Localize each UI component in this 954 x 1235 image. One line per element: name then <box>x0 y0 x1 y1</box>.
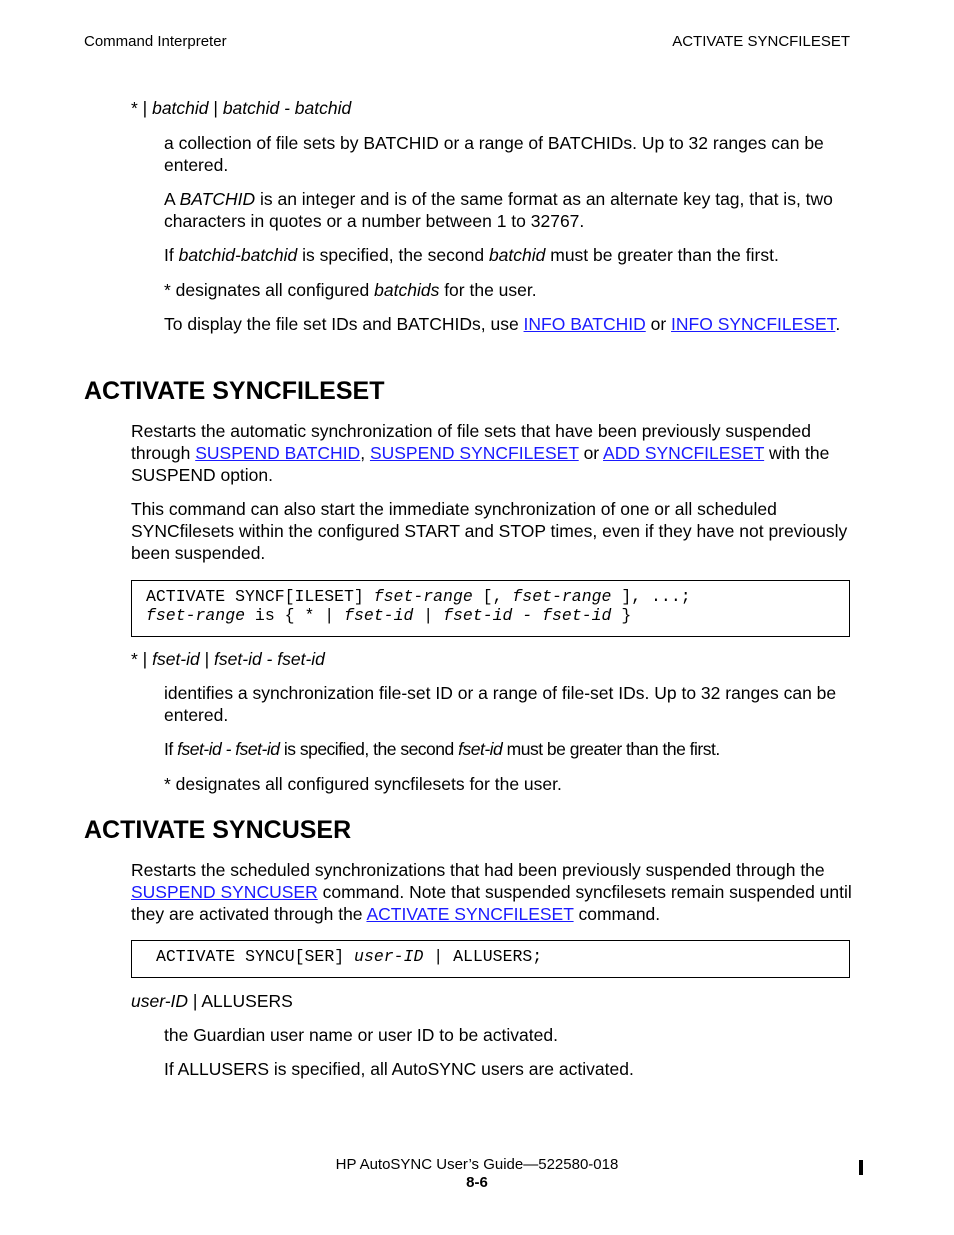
batchid-display-paragraph <box>164 313 854 335</box>
fset-id-description: identifies a synchronization file-set ID or a range of file-set IDs. Up to 32 ranges can be entered. <box>164 683 837 725</box>
term-text: batchid - batchid <box>222 98 352 118</box>
term-text: user-ID <box>131 991 189 1011</box>
allusers-description: If ALLUSERS is specified, all AutoSYNC users are activated. <box>164 1059 634 1079</box>
text-run: or <box>645 314 672 334</box>
fset-id-star-paragraph: * designates all configured syncfilesets for the user. <box>164 774 562 794</box>
fset-id-range-paragraph <box>164 738 854 760</box>
syntax-line <box>146 606 835 625</box>
code-text: user-ID <box>354 947 424 966</box>
text-run: batchid-batchid <box>178 245 298 265</box>
text-run: batchid <box>488 245 546 265</box>
page-number: 8-6 <box>466 1174 488 1191</box>
text-run: To display the file set IDs and BATCHIDs, use <box>164 314 524 334</box>
user-id-term <box>131 990 856 1012</box>
text-run: command. <box>573 904 661 924</box>
text-run: fset-id <box>458 739 503 759</box>
footer-title: HP AutoSYNC User’s Guide—522580-018 <box>335 1156 619 1173</box>
activate-syncfileset-link[interactable]: ACTIVATE SYNCFILESET <box>366 904 574 924</box>
syncfileset-immediate-paragraph: This command can also start the immediate synchronization of one or all scheduled SYNCfilesets within the configured START and STOP times, even if they have not previously been suspended. <box>131 499 848 563</box>
user-id-description: the Guardian user name or user ID to be activated. <box>164 1025 558 1045</box>
text-run: BATCHID <box>179 189 256 209</box>
fset-id-term <box>131 648 856 670</box>
change-bar <box>859 1160 863 1175</box>
code-text: fset-id - fset-id <box>443 606 612 625</box>
code-text: | <box>413 606 444 625</box>
batchid-description: a collection of file sets by BATCHID or a range of BATCHIDs. Up to 32 ranges can be entered. <box>164 133 824 175</box>
text-run: is specified, the second <box>297 245 489 265</box>
code-text: fset-range <box>512 587 612 606</box>
term-text: * | <box>131 98 153 118</box>
code-text: fset-range <box>146 606 246 625</box>
text-run: Restarts the automatic synchronization of file sets that have been previously suspended through <box>131 421 811 463</box>
term-text: batchid <box>152 98 209 118</box>
code-text: | ALLUSERS; <box>423 947 543 966</box>
syntax-line <box>156 947 835 966</box>
code-text: is { * | <box>245 606 345 625</box>
text-run: command. Note that suspended syncfilesets remain suspended until they are activated through the <box>131 882 852 924</box>
text-run: is an integer and is of the same format as an alternate key tag, that is, two characters in quotes or a number between 1 to 32767. <box>164 189 833 231</box>
code-text: ACTIVATE SYNCU[SER] <box>156 947 355 966</box>
term-text: | <box>208 98 223 118</box>
batchid-format-paragraph <box>164 188 854 232</box>
syntax-box-syncuser <box>131 940 850 978</box>
suspend-syncuser-link[interactable]: SUSPEND SYNCUSER <box>131 882 318 902</box>
code-text: ACTIVATE SYNCF[ILESET] <box>146 587 374 606</box>
code-text: ], ...; <box>611 587 691 606</box>
text-run: If <box>164 245 179 265</box>
text-run: must be greater than the first. <box>545 245 779 265</box>
text-run: * designates all configured <box>164 280 375 300</box>
text-run: , <box>360 443 370 463</box>
syncfileset-intro <box>131 420 856 486</box>
batchid-star-paragraph <box>164 279 854 301</box>
text-run: . <box>835 314 841 334</box>
term-text: * | <box>131 649 153 669</box>
syntax-box-syncfileset <box>131 580 850 637</box>
text-run: with the SUSPEND option. <box>131 443 830 485</box>
add-syncfileset-link[interactable]: ADD SYNCFILESET <box>603 443 765 463</box>
text-run: If <box>164 739 178 759</box>
batchid-range-paragraph <box>164 244 854 266</box>
running-header-right: ACTIVATE SYNCFILESET <box>672 33 850 50</box>
text-run: Restarts the scheduled synchronizations that had been previously suspended through the <box>131 860 825 880</box>
syncuser-intro <box>131 859 856 925</box>
code-text: [, <box>472 587 513 606</box>
code-text: } <box>611 606 632 625</box>
term-text: | ALLUSERS <box>188 991 293 1011</box>
text-run: is specified, the second <box>279 739 459 759</box>
text-run: must be greater than the first. <box>502 739 720 759</box>
section-heading-syncuser: ACTIVATE SYNCUSER <box>84 816 352 844</box>
info-batchid-link[interactable]: INFO BATCHID <box>523 314 646 334</box>
code-text: fset-id <box>344 606 414 625</box>
suspend-syncfileset-link[interactable]: SUSPEND SYNCFILESET <box>369 443 579 463</box>
suspend-batchid-link[interactable]: SUSPEND BATCHID <box>195 443 361 463</box>
info-syncfileset-link[interactable]: INFO SYNCFILESET <box>671 314 836 334</box>
text-run: for the user. <box>439 280 537 300</box>
batchid-term <box>131 97 856 119</box>
term-text: | <box>199 649 215 669</box>
term-text: fset-id <box>152 649 200 669</box>
code-text: fset-range <box>373 587 473 606</box>
text-run: batchids <box>374 280 440 300</box>
running-header-left: Command Interpreter <box>84 33 227 50</box>
term-text: fset-id - fset-id <box>214 649 325 669</box>
syntax-line <box>146 587 835 606</box>
text-run: or <box>578 443 604 463</box>
section-heading-syncfileset: ACTIVATE SYNCFILESET <box>84 377 385 405</box>
text-run: A <box>164 189 180 209</box>
text-run: fset-id - fset-id <box>177 739 280 759</box>
